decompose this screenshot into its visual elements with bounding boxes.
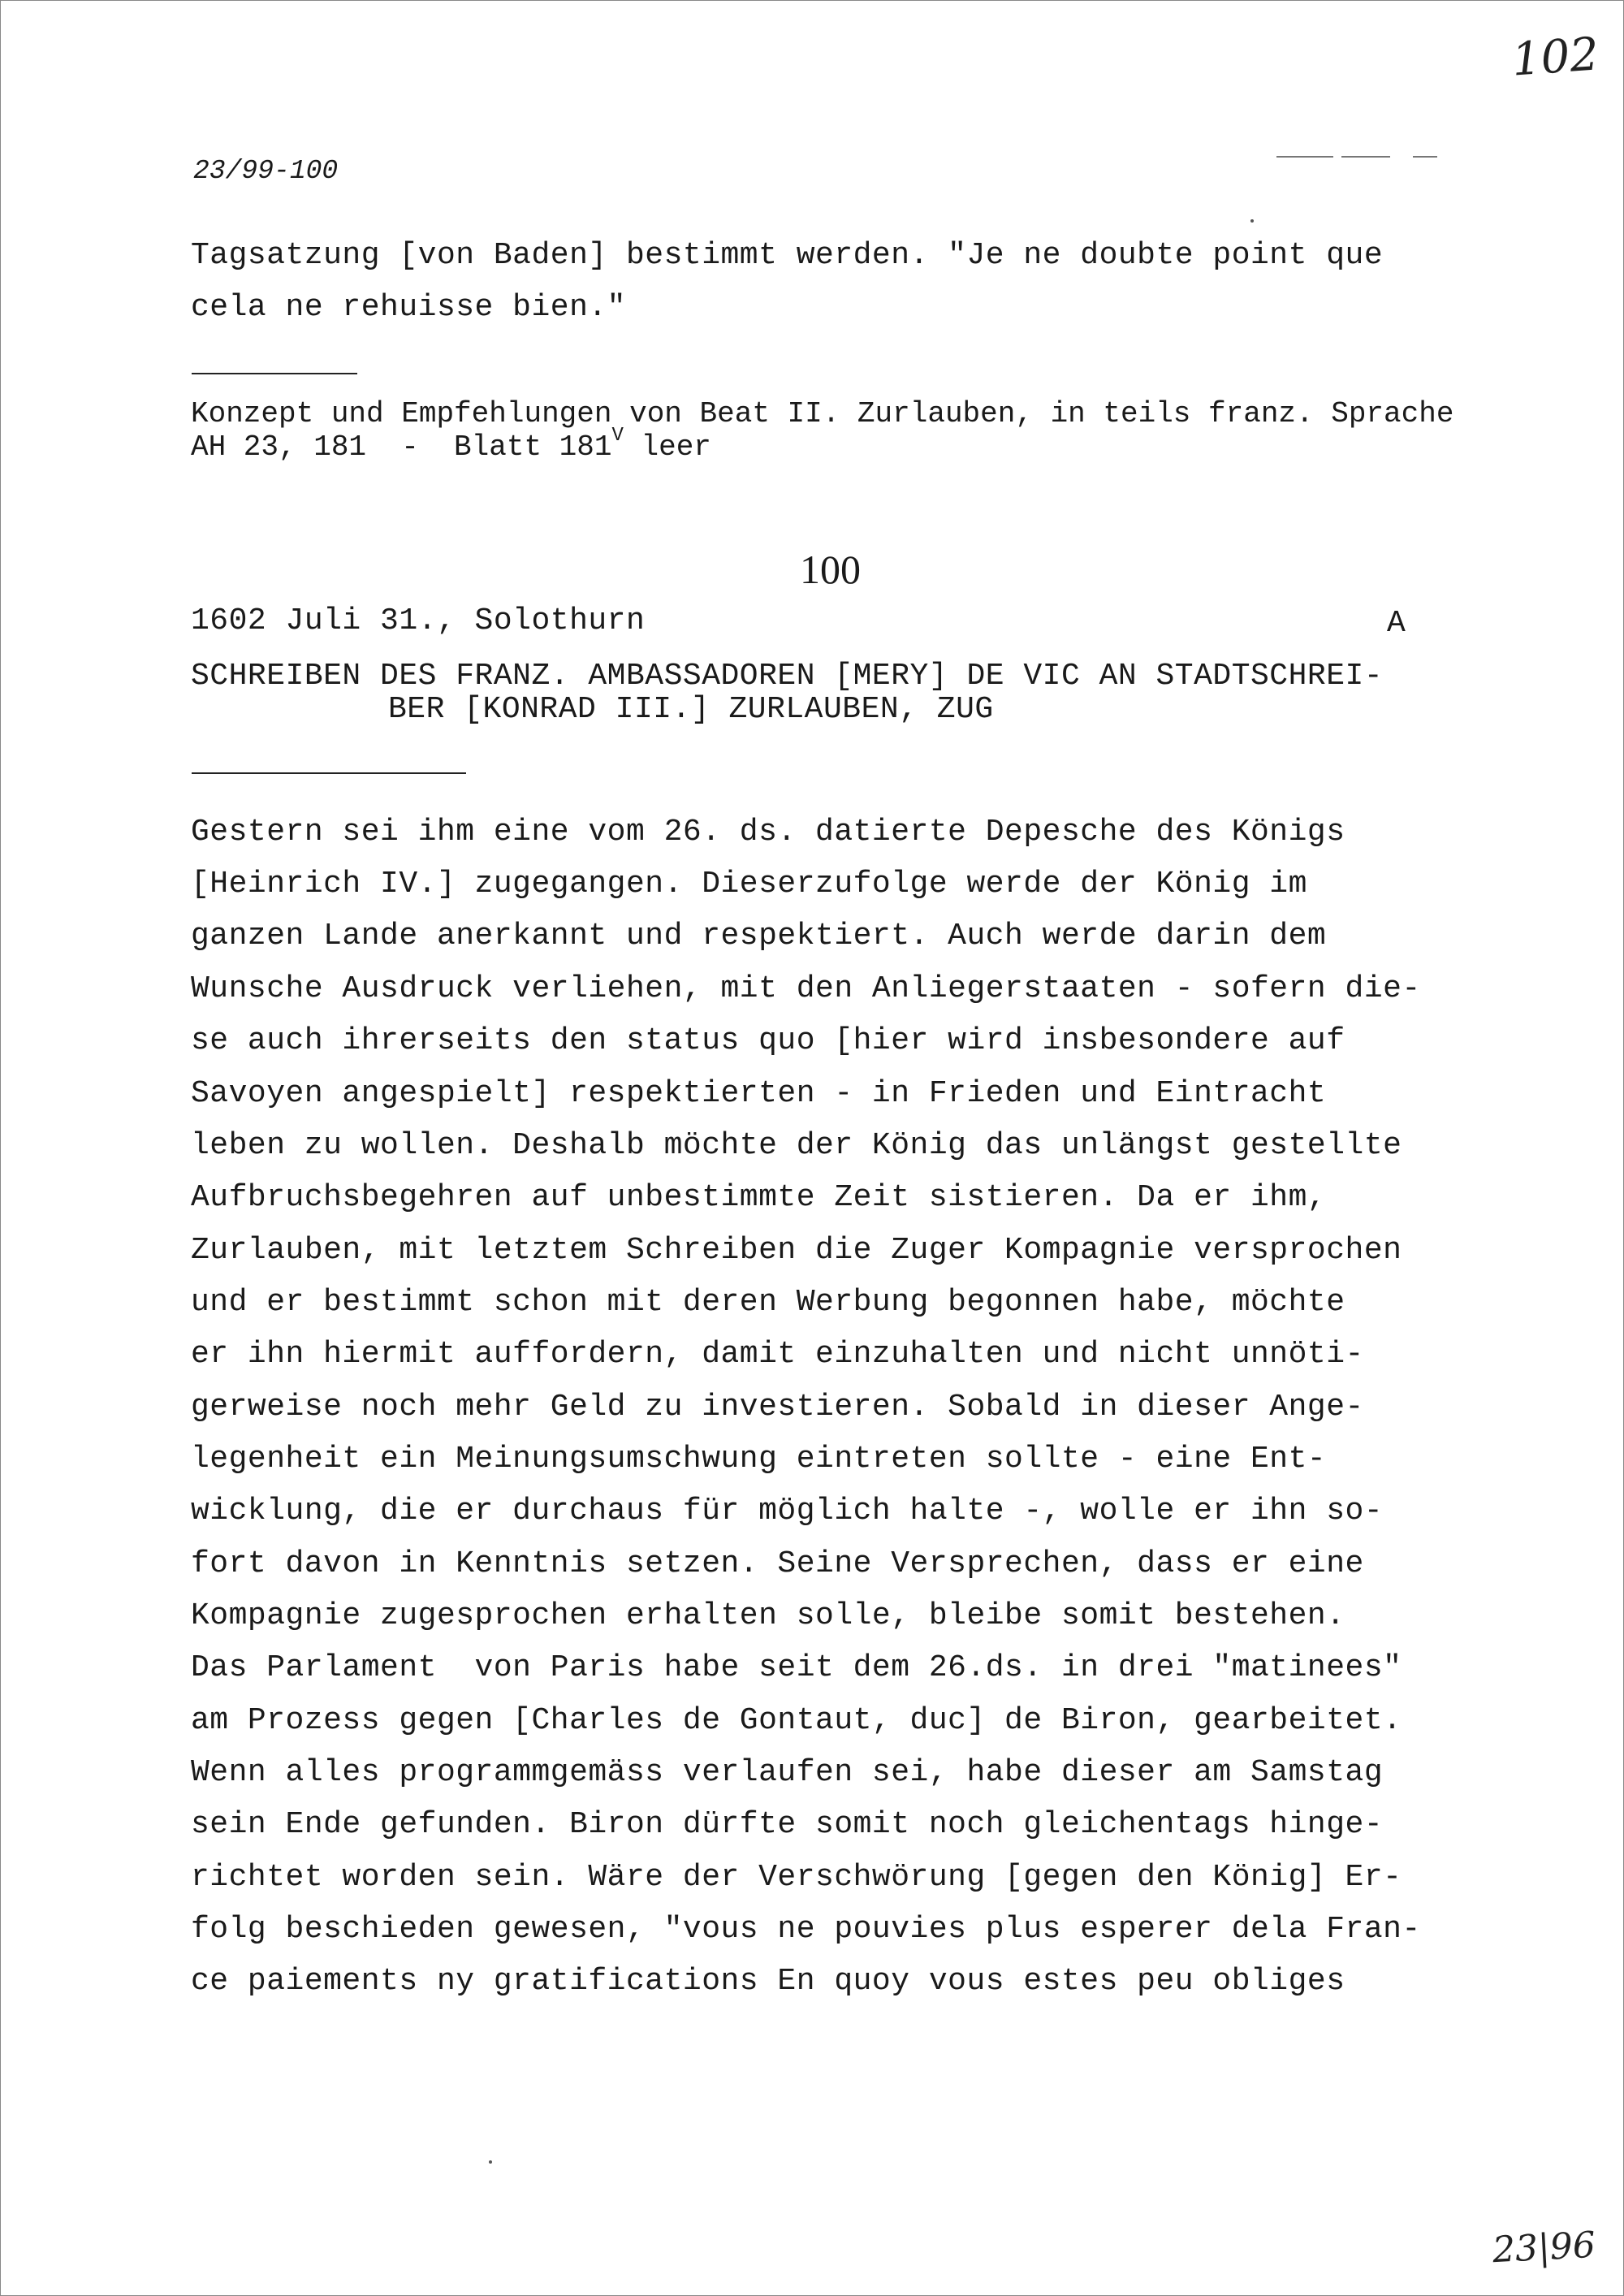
page-reference: 23/99-100 <box>193 156 339 186</box>
body-text-line: ganzen Lande anerkannt und respektiert. Auch werde darin dem <box>191 919 1327 953</box>
handwritten-archive-number: 23|96 <box>1491 2224 1597 2272</box>
body-text-line: Savoyen angespielt] respektierten - in Frieden und Eintracht <box>191 1076 1327 1111</box>
document-marker: A <box>1387 606 1406 641</box>
body-text-line: am Prozess gegen [Charles de Gontaut, duc] de Biron, gearbeitet. <box>191 1703 1402 1738</box>
document-date-place: 1602 Juli 31., Solothurn <box>191 603 646 638</box>
header-dash-line <box>1276 156 1333 158</box>
header-dash-line <box>1413 156 1437 158</box>
document-number: 100 <box>800 547 861 592</box>
body-text-line: Wenn alles programmgemäss verlaufen sei, habe dieser am Samstag <box>191 1755 1384 1790</box>
previous-entry-line: cela ne rehuisse bien." <box>191 290 626 325</box>
body-text-line: richtet worden sein. Wäre der Verschwörung [gegen den König] Er- <box>191 1860 1402 1895</box>
source-note-line: Konzept und Empfehlungen von Beat II. Zurlauben, in teils franz. Sprache <box>191 397 1454 430</box>
body-text-line: und er bestimmt schon mit deren Werbung begonnen habe, möchte <box>191 1285 1345 1320</box>
body-text-line: Zurlauben, mit letztem Schreiben die Zuger Kompagnie versprochen <box>191 1233 1402 1268</box>
source-note-suffix: leer <box>623 430 711 464</box>
handwritten-folio-number: 102 <box>1510 28 1601 87</box>
source-note-prefix: AH 23, 181 - Blatt 181 <box>191 430 612 464</box>
previous-entry-line: Tagsatzung [von Baden] bestimmt werden. "Je ne doubte point que <box>191 238 1384 273</box>
body-text-line: Aufbruchsbegehren auf unbestimmte Zeit sistieren. Da er ihm, <box>191 1180 1327 1215</box>
body-text-line: fort davon in Kenntnis setzen. Seine Versprechen, dass er eine <box>191 1546 1364 1581</box>
document-title-line: SCHREIBEN DES FRANZ. AMBASSADOREN [MERY] DE VIC AN STADTSCHREI- <box>191 659 1384 694</box>
source-divider <box>192 373 357 374</box>
body-text-line: folg beschieden gewesen, "vous ne pouvies plus esperer dela Fran- <box>191 1912 1421 1947</box>
body-text-line: Wunsche Ausdruck verliehen, mit den Anliegerstaaten - sofern die- <box>191 971 1421 1006</box>
body-text-line: sein Ende gefunden. Biron dürfte somit noch gleichentags hinge- <box>191 1807 1384 1842</box>
body-text-line: [Heinrich IV.] zugegangen. Dieserzufolge werde der König im <box>191 867 1307 902</box>
body-text-line: Kompagnie zugesprochen erhalten solle, bleibe somit bestehen. <box>191 1598 1345 1633</box>
body-text-line: legenheit ein Meinungsumschwung eintreten sollte - eine Ent- <box>191 1442 1327 1477</box>
body-text-line: gerweise noch mehr Geld zu investieren. Sobald in dieser Ange- <box>191 1390 1364 1425</box>
body-text-line: se auch ihrerseits den status quo [hier wird insbesondere auf <box>191 1023 1345 1058</box>
body-text-line: er ihn hiermit auffordern, damit einzuhalten und nicht unnöti- <box>191 1337 1364 1372</box>
source-note-superscript: V <box>611 425 624 447</box>
header-dash-line <box>1341 156 1390 158</box>
body-text-line: ce paiements ny gratifications En quoy vous estes peu obliges <box>191 1964 1345 1999</box>
body-text-line: leben zu wollen. Deshalb möchte der König das unlängst gestellte <box>191 1128 1402 1163</box>
title-divider <box>192 772 466 774</box>
source-note-line-2 <box>191 425 711 464</box>
body-text-line: Gestern sei ihm eine vom 26. ds. datierte Depesche des Königs <box>191 815 1345 850</box>
scan-speck <box>489 2160 492 2164</box>
scan-speck <box>1250 219 1254 223</box>
body-text-line: Das Parlament von Paris habe seit dem 26.ds. in drei "matinees" <box>191 1650 1402 1685</box>
document-title-line: BER [KONRAD III.] ZURLAUBEN, ZUG <box>388 692 994 727</box>
body-text-line: wicklung, die er durchaus für möglich halte -, wolle er ihn so- <box>191 1494 1384 1529</box>
